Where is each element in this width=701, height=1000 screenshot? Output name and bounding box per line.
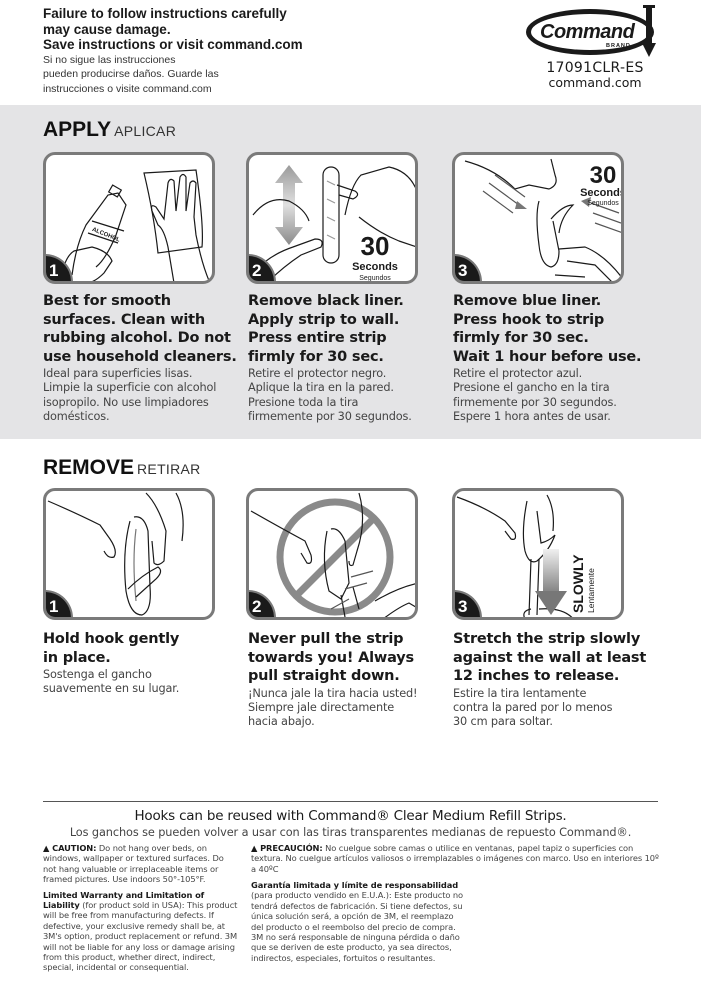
warranty-label: Limited Warranty and Limitation of Liability: [43, 889, 205, 911]
instruction-en: in place.: [43, 649, 111, 666]
footer-divider: [43, 801, 658, 802]
caution-label: PRECAUCIÓN:: [260, 843, 323, 853]
remove-step-1-illustration: [43, 488, 215, 620]
step-number: 2: [252, 261, 262, 280]
instruction-es: ¡Nunca jale la tira hacia usted!: [248, 686, 418, 700]
prohibited-pull-icon: [249, 491, 418, 620]
instruction-en: Remove black liner.: [248, 293, 404, 309]
step-number: 3: [458, 261, 468, 280]
instruction-en: Remove blue liner.: [453, 293, 602, 309]
instruction-es: Estire la tira lentamente: [453, 686, 587, 700]
apply-step-3-text: [453, 292, 693, 424]
step-number: 3: [458, 597, 468, 616]
legal-en: [43, 843, 238, 978]
remove-step-2-illustration: [246, 488, 418, 620]
apply-step-2-illustration: [246, 152, 418, 284]
apply-step-3-illustration: [452, 152, 624, 284]
warning-triangle-icon: ▲: [251, 843, 258, 853]
instruction-es: 30 cm para soltar.: [453, 715, 553, 729]
apply-heading: [43, 118, 176, 142]
instruction-en: surfaces. Clean with: [43, 311, 206, 328]
logo-brand-label: BRAND: [606, 43, 631, 49]
warranty-text: (for product sold in USA): This product will be free from manufacturing defects. If defective, your exclusive remedy shall be, at 3M's option, product replacement or refund. 3M will not be liable for any loss or damage arising from this product, whether direct, indirect, special, incidental or consequential.: [43, 900, 238, 973]
remove-heading: [43, 456, 201, 480]
instruction-en: Press hook to strip: [453, 311, 605, 328]
instruction-es: Presione el gancho en la tira: [453, 381, 610, 395]
warning-en-line: Failure to follow instructions carefully: [43, 6, 287, 21]
remove-step-3-illustration: [452, 488, 624, 620]
instruction-es: isopropilo. No use limpiadores: [43, 395, 209, 409]
logo-wordmark: Command: [540, 21, 635, 43]
step-number: 2: [252, 597, 262, 616]
instruction-en: rubbing alcohol. Do not: [43, 330, 231, 346]
instruction-en: 12 inches to release.: [453, 668, 620, 684]
warranty-es: [251, 880, 466, 963]
warning-es-line: Si no sigue las instrucciones: [43, 53, 176, 66]
hook-arrow-icon: [642, 5, 656, 59]
apply-title: APPLY: [43, 118, 112, 141]
instruction-es: Siempre jale directamente: [248, 700, 395, 714]
apply-step-1-illustration: [43, 152, 215, 284]
instruction-en: firmly for 30 sec.: [453, 330, 589, 346]
instruction-en: against the wall at least: [453, 649, 647, 666]
remove-title-es: RETIRAR: [137, 461, 201, 477]
warning-en-line: may cause damage.: [43, 21, 171, 37]
timer-unit: Seconds: [352, 261, 398, 273]
legal-es-caution: [251, 843, 661, 879]
caution-es: [251, 843, 661, 874]
instruction-en: Apply strip to wall.: [248, 311, 400, 328]
warranty-en: [43, 890, 238, 973]
arrow-label-es: Lentamente: [586, 568, 596, 613]
instruction-en: pull straight down.: [248, 668, 400, 684]
instruction-en: Press entire strip: [248, 330, 387, 346]
stretch-strip-icon: [455, 491, 624, 620]
caution-en: [43, 843, 238, 885]
timer-value: 30: [589, 162, 617, 189]
instruction-en: firmly for 30 sec.: [248, 348, 384, 365]
product-code: 17091CLR-ES: [546, 60, 644, 76]
caution-text: No cuelgue sobre camas o utilice en ventanas, papel tapiz o superficies con textura. No cuelgue artículos valiosos o irremplazables o imágenes con marco. Uso en interiores 10º a 40ºC: [251, 843, 659, 874]
instruction-es: Espere 1 hora antes de usar.: [453, 410, 611, 424]
instruction-es: Retire el protector negro.: [248, 367, 387, 380]
remove-step-1-text: [43, 630, 253, 696]
timer-unit: Seconds: [580, 187, 626, 199]
instruction-es: hacia abajo.: [248, 715, 315, 729]
remove-step-2-text: [248, 630, 458, 729]
remove-title: REMOVE: [43, 456, 135, 479]
arrow-label: SLOWLY: [570, 554, 586, 613]
legal-es-warranty: [251, 880, 466, 968]
instruction-es: Presione toda la tira: [248, 395, 359, 409]
instruction-es: firmemente por 30 segundos.: [453, 395, 617, 409]
apply-step-2-text: [248, 292, 458, 424]
press-hook-icon: [455, 155, 624, 284]
alcohol-bottle-wipe-icon: [46, 155, 215, 284]
apply-title-es: APLICAR: [114, 123, 177, 139]
step-number: 1: [49, 261, 59, 280]
website: command.com: [548, 75, 642, 90]
bottle-label: ALCOHOL: [90, 226, 121, 244]
apply-strip-icon: [249, 155, 418, 284]
timer-value: 30: [360, 231, 390, 261]
warning-es-line: instrucciones o visite command.com: [43, 82, 212, 95]
remove-step-3-text: [453, 630, 693, 729]
instruction-en: towards you! Always: [248, 649, 414, 666]
caution-text: Do not hang over beds, on windows, wallpaper or textured surfaces. Do not hang valuable or irreplaceable items or framed pictures. Use indoors 50°-105°F.: [43, 843, 224, 885]
reuse-note-es: Los ganchos se pueden volver a usar con las tiras transparentes medianas de repuesto Command®.: [69, 826, 632, 839]
instruction-en: Wait 1 hour before use.: [453, 348, 642, 365]
timer-unit-es: Segundos: [359, 275, 391, 282]
brand-block: [510, 5, 680, 90]
reuse-note-en: Hooks can be reused with Command® Clear Medium Refill Strips.: [134, 808, 567, 824]
hold-hook-icon: [46, 491, 215, 620]
instruction-es: domésticos.: [43, 410, 110, 424]
command-logo: [526, 5, 664, 59]
instruction-es: contra la pared por lo menos: [453, 700, 613, 714]
caution-label: CAUTION:: [52, 843, 97, 853]
instruction-es: Ideal para superficies lisas.: [43, 367, 193, 380]
instruction-en: Never pull the strip: [248, 631, 404, 647]
timer-unit-es: Segundos: [587, 200, 619, 207]
instruction-en: Hold hook gently: [43, 631, 180, 647]
damage-warning: [43, 6, 463, 96]
instruction-en: Best for smooth: [43, 293, 171, 309]
instruction-es: firmemente por 30 segundos.: [248, 410, 412, 424]
instruction-en: use household cleaners.: [43, 348, 237, 365]
instruction-es: Aplique la tira en la pared.: [248, 381, 394, 395]
instruction-en: Stretch the strip slowly: [453, 631, 641, 647]
warning-triangle-icon: ▲: [43, 843, 50, 853]
apply-step-1-text: [43, 292, 253, 424]
warning-en-line: Save instructions or visit command.com: [43, 37, 303, 52]
instruction-es: Limpie la superficie con alcohol: [43, 381, 217, 395]
step-number: 1: [49, 597, 59, 616]
warranty-text: (para producto vendido en E.U.A.): Este producto no tendrá defectos de fabricación. Si tiene defectos, su única solución será, a opción de 3M, el reemplazo del producto o el reembolso del precio de compra. 3M no será responsable de ninguna pérdida o daño que se deriven de este producto, ya sea directos, indirectos, especiales, fortuitos o resultantes.: [251, 890, 464, 963]
warning-es-line: pueden producirse daños. Guarde las: [43, 68, 219, 80]
warranty-label: Garantía limitada y límite de responsabilidad: [251, 880, 459, 890]
instruction-es: Retire el protector azul.: [453, 367, 583, 380]
instruction-es: suavemente en su lugar.: [43, 682, 180, 696]
instruction-es: Sostenga el gancho: [43, 668, 152, 681]
